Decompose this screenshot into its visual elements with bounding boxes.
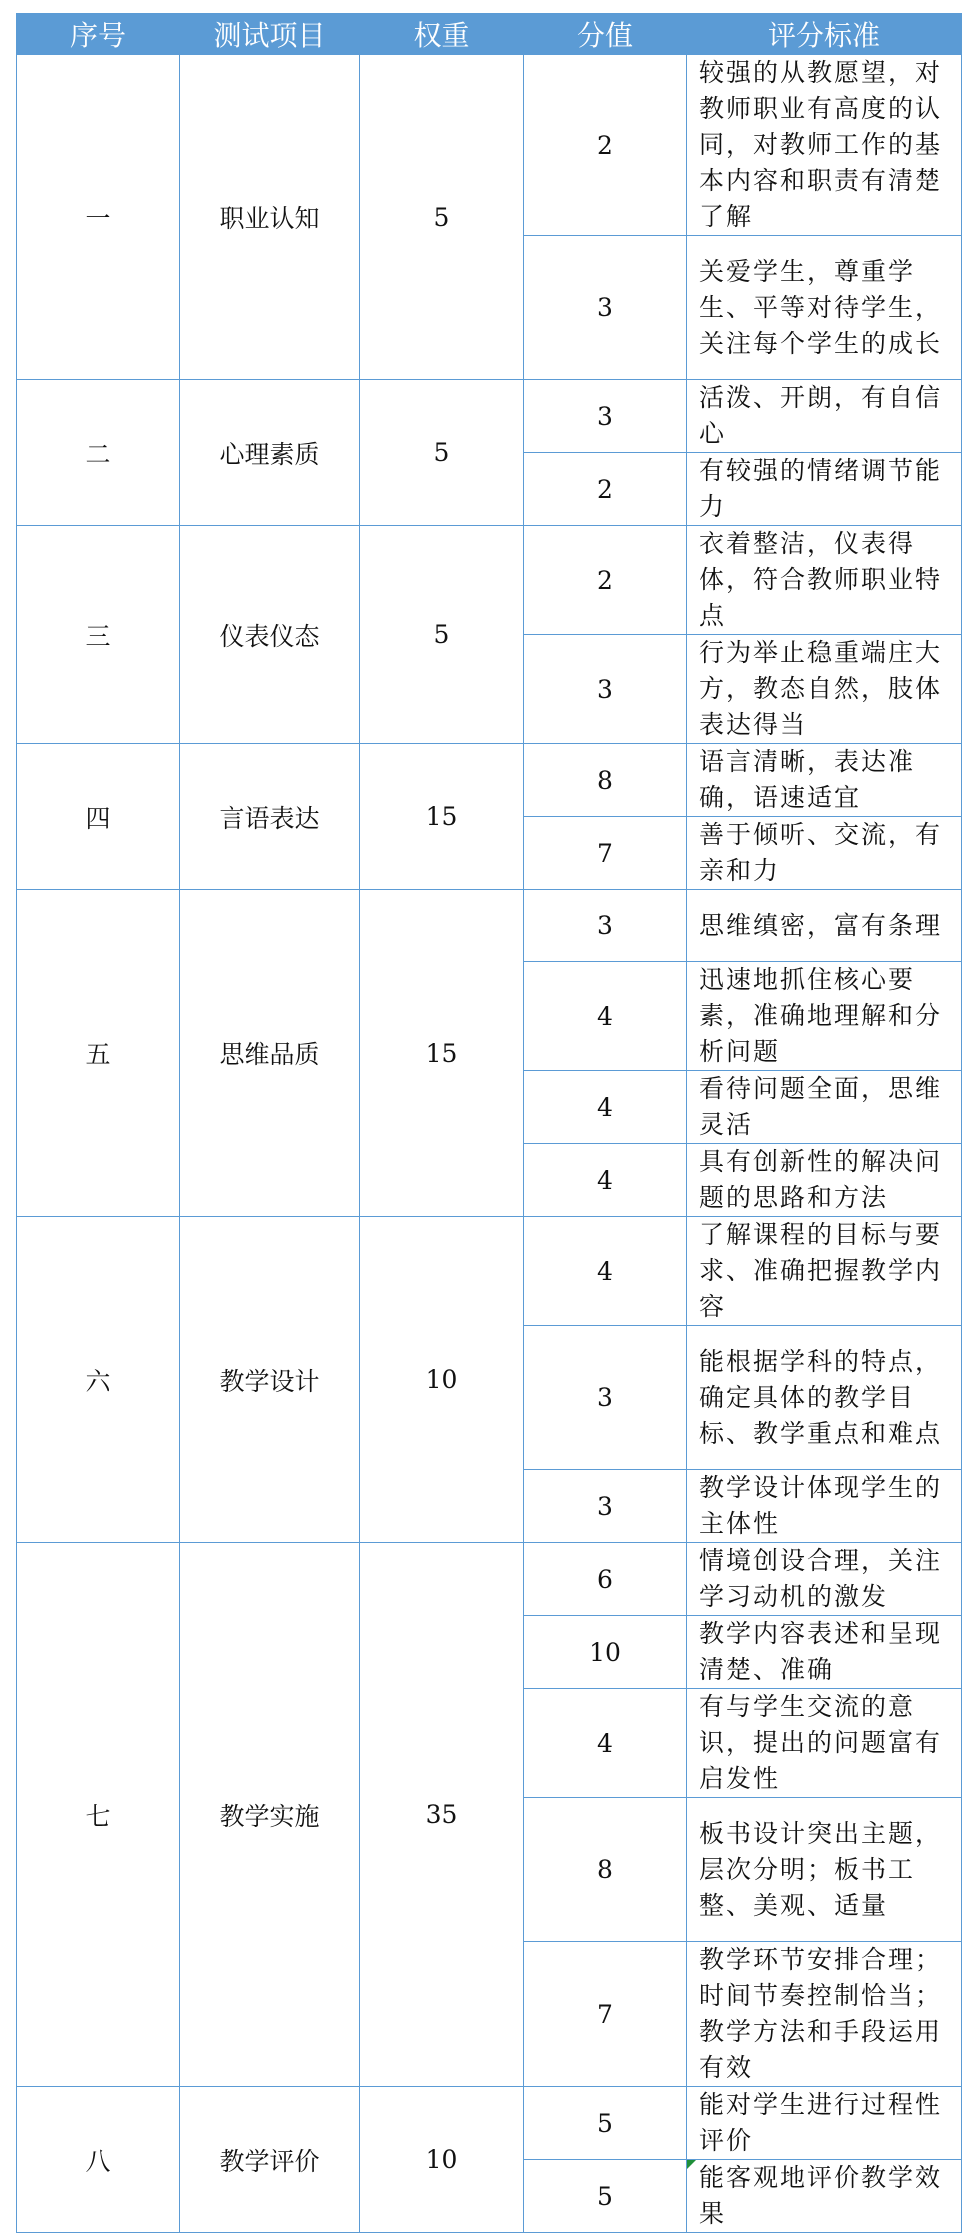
score-cell[interactable]: 4 — [524, 962, 687, 1071]
header-weight[interactable]: 权重 — [360, 14, 524, 55]
section-weight[interactable]: 15 — [360, 890, 524, 1217]
score-cell[interactable]: 2 — [524, 55, 687, 236]
criteria-cell[interactable]: 教学环节安排合理；时间节奏控制恰当；教学方法和手段运用有效 — [687, 1942, 962, 2087]
section-no[interactable]: 八 — [17, 2087, 180, 2233]
criteria-cell[interactable]: 板书设计突出主题，层次分明；板书工整、美观、适量 — [687, 1798, 962, 1942]
score-cell[interactable]: 2 — [524, 453, 687, 526]
criteria-cell[interactable]: 有较强的情绪调节能力 — [687, 453, 962, 526]
section-item[interactable]: 心理素质 — [180, 380, 360, 526]
table-row — [17, 744, 962, 817]
criteria-cell[interactable]: 能根据学科的特点，确定具体的教学目标、教学重点和难点 — [687, 1326, 962, 1470]
score-cell[interactable]: 5 — [524, 2160, 687, 2233]
header-no[interactable]: 序号 — [17, 14, 180, 55]
section-weight[interactable]: 5 — [360, 526, 524, 744]
criteria-cell[interactable]: 能对学生进行过程性评价 — [687, 2087, 962, 2160]
criteria-cell[interactable]: 看待问题全面，思维灵活 — [687, 1071, 962, 1144]
section-weight[interactable]: 15 — [360, 744, 524, 890]
score-cell[interactable]: 10 — [524, 1616, 687, 1689]
score-cell[interactable]: 8 — [524, 1798, 687, 1942]
section-item[interactable]: 教学评价 — [180, 2087, 360, 2233]
section-weight[interactable]: 5 — [360, 55, 524, 380]
section-weight[interactable]: 10 — [360, 2087, 524, 2233]
score-cell[interactable]: 4 — [524, 1071, 687, 1144]
criteria-cell[interactable]: 行为举止稳重端庄大方，教态自然，肢体表达得当 — [687, 635, 962, 744]
section-no[interactable]: 五 — [17, 890, 180, 1217]
scoring-table — [16, 13, 962, 2233]
table-row — [17, 526, 962, 635]
section-item[interactable]: 教学实施 — [180, 1543, 360, 2087]
score-cell[interactable]: 3 — [524, 1470, 687, 1543]
comment-indicator-icon — [687, 2160, 696, 2169]
score-cell[interactable]: 8 — [524, 744, 687, 817]
criteria-cell[interactable]: 衣着整洁，仪表得体，符合教师职业特点 — [687, 526, 962, 635]
table-row — [17, 1543, 962, 1616]
criteria-cell[interactable]: 有与学生交流的意识，提出的问题富有启发性 — [687, 1689, 962, 1798]
criteria-cell-with-comment[interactable] — [687, 2160, 962, 2233]
criteria-cell[interactable]: 善于倾听、交流，有亲和力 — [687, 817, 962, 890]
section-item[interactable]: 思维品质 — [180, 890, 360, 1217]
section-no[interactable]: 一 — [17, 55, 180, 380]
criteria-text: 能客观地评价教学效果 — [699, 2163, 943, 2228]
score-cell[interactable]: 2 — [524, 526, 687, 635]
table-row — [17, 890, 962, 962]
score-cell[interactable]: 3 — [524, 890, 687, 962]
score-cell[interactable]: 4 — [524, 1689, 687, 1798]
section-item[interactable]: 职业认知 — [180, 55, 360, 380]
criteria-cell[interactable]: 迅速地抓住核心要素，准确地理解和分析问题 — [687, 962, 962, 1071]
section-no[interactable]: 四 — [17, 744, 180, 890]
score-cell[interactable]: 5 — [524, 2087, 687, 2160]
score-cell[interactable]: 4 — [524, 1217, 687, 1326]
criteria-cell[interactable]: 了解课程的目标与要求、准确把握教学内容 — [687, 1217, 962, 1326]
score-cell[interactable]: 3 — [524, 236, 687, 380]
section-item[interactable]: 仪表仪态 — [180, 526, 360, 744]
score-cell[interactable]: 7 — [524, 817, 687, 890]
table-row — [17, 2087, 962, 2160]
score-cell[interactable]: 7 — [524, 1942, 687, 2087]
criteria-cell[interactable]: 活泼、开朗，有自信心 — [687, 380, 962, 453]
table-row — [17, 55, 962, 236]
section-no[interactable]: 三 — [17, 526, 180, 744]
table-row — [17, 380, 962, 453]
criteria-cell[interactable]: 关爱学生，尊重学生、平等对待学生，关注每个学生的成长 — [687, 236, 962, 380]
criteria-cell[interactable]: 具有创新性的解决问题的思路和方法 — [687, 1144, 962, 1217]
criteria-cell[interactable]: 情境创设合理，关注学习动机的激发 — [687, 1543, 962, 1616]
scoring-table-container — [16, 13, 961, 2228]
section-weight[interactable]: 5 — [360, 380, 524, 526]
score-cell[interactable]: 4 — [524, 1144, 687, 1217]
criteria-cell[interactable]: 语言清晰，表达准确，语速适宜 — [687, 744, 962, 817]
header-item[interactable]: 测试项目 — [180, 14, 360, 55]
criteria-cell[interactable]: 教学内容表述和呈现清楚、准确 — [687, 1616, 962, 1689]
criteria-cell[interactable]: 思维缜密，富有条理 — [687, 890, 962, 962]
score-cell[interactable]: 6 — [524, 1543, 687, 1616]
section-item[interactable]: 教学设计 — [180, 1217, 360, 1543]
criteria-cell[interactable]: 教学设计体现学生的主体性 — [687, 1470, 962, 1543]
score-cell[interactable]: 3 — [524, 380, 687, 453]
section-weight[interactable]: 35 — [360, 1543, 524, 2087]
table-row — [17, 1217, 962, 1326]
score-cell[interactable]: 3 — [524, 1326, 687, 1470]
score-cell[interactable]: 3 — [524, 635, 687, 744]
section-item[interactable]: 言语表达 — [180, 744, 360, 890]
section-no[interactable]: 二 — [17, 380, 180, 526]
header-score[interactable]: 分值 — [524, 14, 687, 55]
section-no[interactable]: 六 — [17, 1217, 180, 1543]
section-weight[interactable]: 10 — [360, 1217, 524, 1543]
header-row — [17, 14, 962, 55]
section-no[interactable]: 七 — [17, 1543, 180, 2087]
criteria-cell[interactable]: 较强的从教愿望，对教师职业有高度的认同，对教师工作的基本内容和职责有清楚了解 — [687, 55, 962, 236]
header-criteria[interactable]: 评分标准 — [687, 14, 962, 55]
